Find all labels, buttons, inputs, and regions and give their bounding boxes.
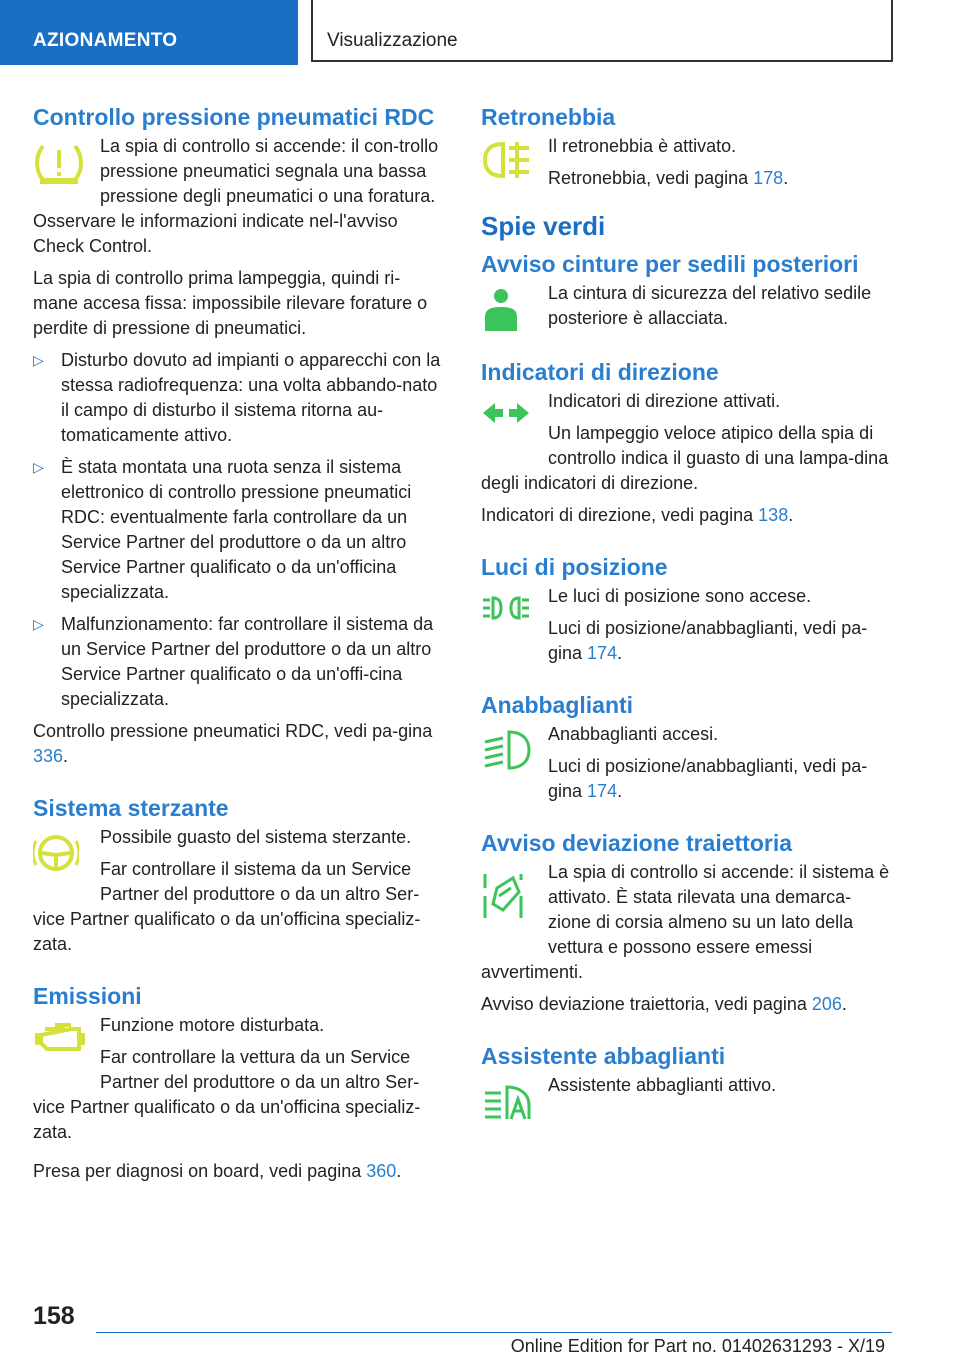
fog-reference: Retronebbia, vedi pagina 178. [548, 168, 789, 188]
rear-fog-light-icon [481, 134, 548, 188]
section-fog [481, 100, 891, 191]
high-beam-assistant-icon [481, 1073, 548, 1135]
lowbeam-title: Anabbaglianti [481, 692, 634, 718]
emissions-reference: Presa per diagnosi on board, vedi pagina 360. [33, 1161, 402, 1181]
lane-text-1: La spia di controllo si accende: il sistema è attivato. È stata rilevata una demarca-zione di corsia almeno su un lato della vettura e possono essere emessi avvertimenti. [481, 862, 890, 982]
low-beam-icon [481, 722, 548, 784]
section-high-beam-assistant [481, 1039, 891, 1098]
section-lowbeam [481, 688, 891, 804]
green-lights-heading: Spie verdi [481, 211, 606, 241]
section-steering [33, 791, 445, 957]
page-link[interactable]: 336 [33, 746, 64, 766]
steering-warning-icon [33, 825, 100, 887]
lowbeam-reference: Luci di posizione/anabbaglianti, vedi pa-gina 174. [548, 756, 868, 801]
section-position-lights [481, 550, 891, 666]
position-text-1: Le luci di posizione sono accese. [548, 586, 812, 606]
indicators-title: Indicatori di direzione [481, 359, 719, 385]
emissions-title: Emissioni [33, 983, 142, 1009]
page-link[interactable]: 174 [587, 643, 618, 663]
fog-title: Retronebbia [481, 104, 616, 130]
footer-edition: Online Edition for Part no. 01402631293 - X/19 [510, 1336, 885, 1356]
highbeam-text-1: Assistente abbaglianti attivo. [548, 1075, 777, 1095]
steering-title: Sistema sterzante [33, 795, 229, 821]
fog-text-1: Il retronebbia è attivato. [548, 136, 737, 156]
section-seatbelt [481, 247, 891, 343]
steering-text-1: Possibile guasto del sistema sterzante. [100, 827, 412, 847]
indicators-reference: Indicatori di direzione, vedi pagina 138. [481, 505, 794, 525]
header-section-label: AZIONAMENTO [33, 30, 178, 51]
lowbeam-text-1: Anabbaglianti accesi. [548, 724, 719, 744]
list-item: ▷ Disturbo dovuto ad impianti o apparecchi con la stessa radiofrequenza: una volta abbando-nato il campo di disturbo il sistema ritorna au-tomaticamente attivo. [33, 350, 441, 445]
page-link[interactable]: 178 [753, 168, 784, 188]
section-rdc [33, 100, 445, 769]
page-link[interactable]: 174 [587, 781, 618, 801]
rdc-bullet-list [33, 348, 445, 712]
rdc-title: Controllo pressione pneumatici RDC [33, 104, 435, 130]
rdc-text-1: La spia di controllo si accende: il con-trollo pressione pneumatici segnala una bassa pressione degli pneumatici o una foratura. Osservare le informazioni indicate nel-l'avviso Check Control. [33, 136, 439, 256]
section-indicators [481, 355, 891, 528]
triangle-bullet-icon: ▷ [33, 616, 44, 632]
highbeam-title: Assistente abbaglianti [481, 1043, 726, 1069]
tire-pressure-warning-icon [33, 134, 100, 196]
left-column [33, 100, 445, 1184]
list-item: ▷ È stata montata una ruota senza il sistema elettronico di controllo pressione pneumatici RDC: eventualmente farla controllare da un Service Partner del produttore o da un altro Service Partner qualificato o da un'officina specializzata. [33, 457, 412, 602]
header-section-tab [0, 0, 298, 65]
emissions-text-1: Funzione motore disturbata. [100, 1015, 325, 1035]
lane-title: Avviso deviazione traiettoria [481, 830, 793, 856]
position-lights-icon [481, 584, 548, 646]
position-title: Luci di posizione [481, 554, 668, 580]
rdc-text-2: La spia di controllo prima lampeggia, quindi ri-mane accesa fissa: impossibile rilevare forature o perdite di pressione di pneumatici. [33, 268, 428, 338]
indicators-text-1: Indicatori di direzione attivati. [548, 391, 781, 411]
position-reference: Luci di posizione/anabbaglianti, vedi pa-gina 174. [548, 618, 868, 663]
section-emissions [33, 979, 445, 1184]
page-number: 158 [33, 1302, 75, 1330]
right-column [481, 100, 891, 1135]
emissions-text-2: Far controllare la vettura da un Service Partner del produttore o da un altro Ser-vice Partner qualificato o da un'officina specializ-zata. [33, 1047, 421, 1142]
page-link[interactable]: 206 [811, 994, 842, 1014]
lane-departure-icon [481, 860, 548, 940]
rear-seatbelt-icon [481, 281, 548, 343]
section-lane-departure [481, 826, 891, 1017]
list-item: ▷ Malfunzionamento: far controllare il sistema da un Service Partner del produttore o da un altro Service Partner qualificato o da un'offi-cina specializzata. [33, 614, 434, 709]
turn-signal-arrows-icon [481, 389, 548, 451]
page-link[interactable]: 138 [758, 505, 789, 525]
triangle-bullet-icon: ▷ [33, 459, 44, 475]
header-subsection-tab [311, 0, 893, 62]
seatbelt-text-1: La cintura di sicurezza del relativo sedile posteriore è allacciata. [548, 283, 872, 328]
lane-reference: Avviso deviazione traiettoria, vedi pagina 206. [481, 994, 847, 1014]
rdc-reference: Controllo pressione pneumatici RDC, vedi pa-gina 336. [33, 721, 433, 766]
page-link[interactable]: 360 [366, 1161, 397, 1181]
indicators-text-2: Un lampeggio veloce atipico della spia di controllo indica il guasto di una lampa-dina degli indicatori di direzione. [481, 423, 889, 493]
steering-text-2: Far controllare il sistema da un Service Partner del produttore o da un altro Ser-vice Partner qualificato o da un'officina specializ-zata. [33, 859, 421, 954]
header-subsection-label: Visualizzazione [327, 30, 458, 51]
footer-divider [96, 1332, 892, 1333]
engine-warning-icon [33, 1013, 100, 1075]
triangle-bullet-icon: ▷ [33, 352, 44, 368]
seatbelt-title: Avviso cinture per sedili posteriori [481, 251, 859, 277]
